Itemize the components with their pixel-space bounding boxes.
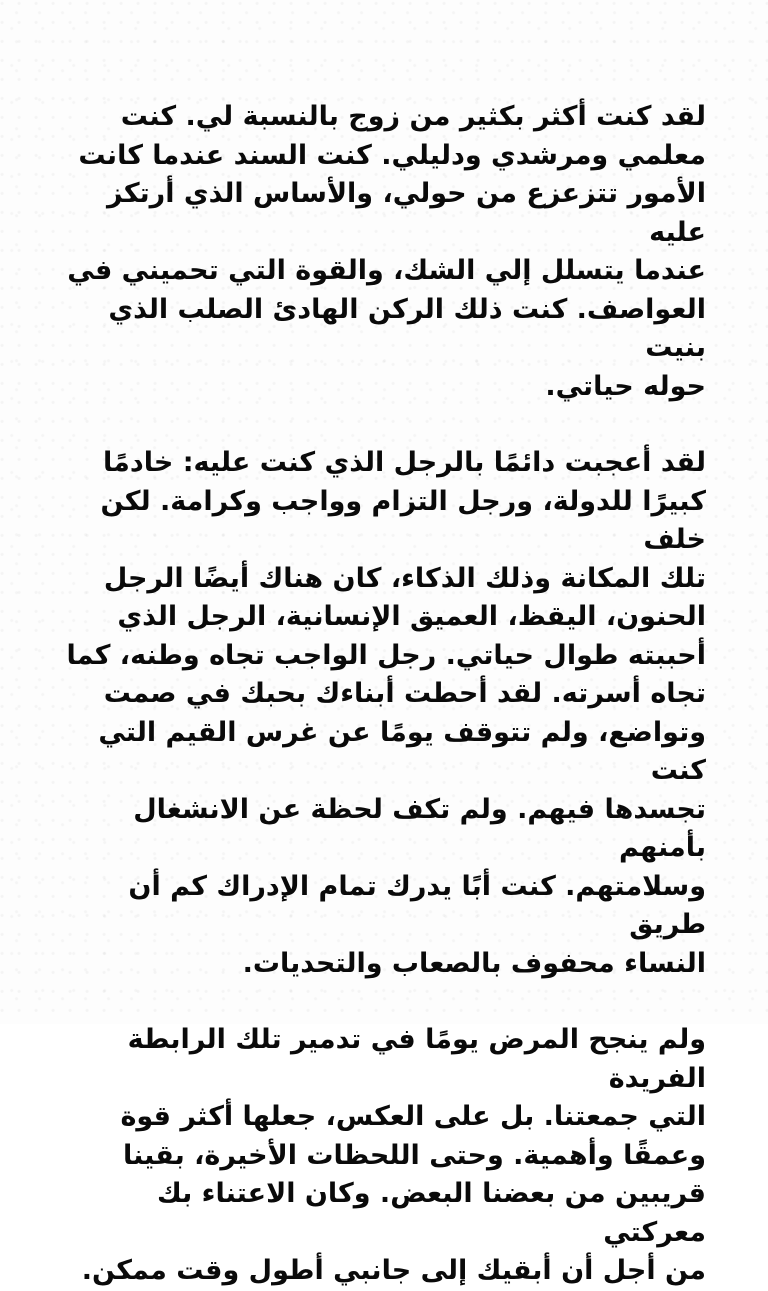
paragraph-1: لقد كنت أكثر بكثير من زوج بالنسبة لي. كنت معلمي ومرشدي ودليلي. كنت السند عندما كانت الأمور تتزعزع من حولي، والأساس الذي أرتكز عليه عندما يتسلل إلي الشك، والقوة التي تحميني في العواصف. كنت ذلك الركن الهادئ الصلب الذي بنيت حوله حياتي. xyxy=(67,101,706,402)
paragraph-3: ولم ينجح المرض يومًا في تدمير تلك الرابطة الفريدة التي جمعتنا. بل على العكس، جعلها أكثر قوة وعمقًا وأهمية. وحتى اللحظات الأخيرة، بقينا قريبين من بعضنا البعض. وكان الاعتناء بك معركتي من أجل أن أبقيك إلى جانبي أطول وقت ممكن. xyxy=(81,1024,706,1286)
paragraph-2: لقد أعجبت دائمًا بالرجل الذي كنت عليه: خادمًا كبيرًا للدولة، ورجل التزام وواجب وكرامة. لكن خلف تلك المكانة وذلك الذكاء، كان هناك أيضًا الرجل الحنون، اليقظ، العميق الإنسانية، الرجل الذي أحببته طوال حياتي. رجل الواجب تجاه وطنه، كما تجاه أسرته. لقد أحطت أبناءك بحبك في صمت وتواضع، ولم تتوقف يومًا عن غرس القيم التي كنت تجسدها فيهم. ولم تكف لحظة عن الانشغال بأمنهم وسلامتهم. كنت أبًا يدرك تمام الإدراك كم أن طريق النساء محفوف بالصعاب والتحديات. xyxy=(66,447,706,979)
